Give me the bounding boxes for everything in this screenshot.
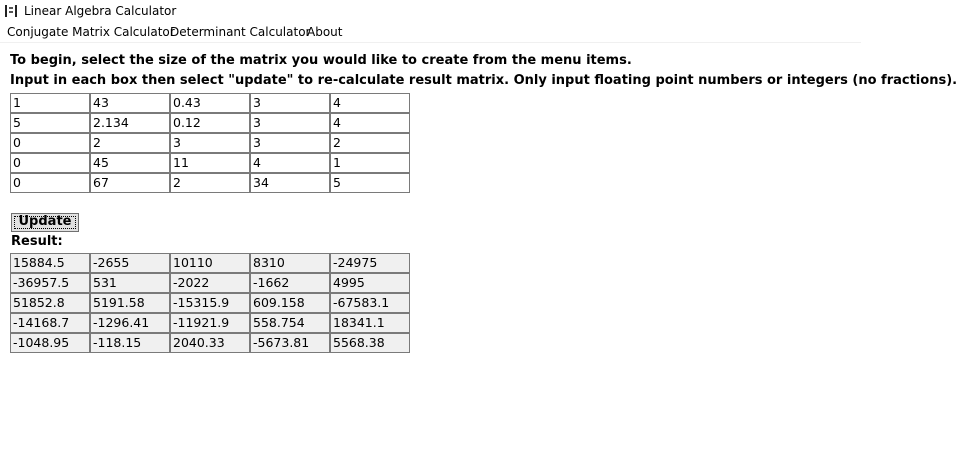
result-cell-r5-c3: 2040.33 [170,333,250,353]
app-icon [4,4,18,18]
menu-bar [0,23,861,43]
input-cell-r2-c4[interactable]: 3 [250,113,330,133]
window-title: Linear Algebra Calculator [24,4,177,18]
input-cell-r1-c4[interactable]: 3 [250,93,330,113]
result-cell-r3-c5: -67583.1 [330,293,410,313]
instruction-line-1: To begin, select the size of the matrix you would like to create from the menu items. [10,53,632,68]
input-cell-r4-c4[interactable]: 4 [250,153,330,173]
result-cell-r5-c4: -5673.81 [250,333,330,353]
result-cell-r2-c1: -36957.5 [10,273,90,293]
input-cell-r4-c2[interactable]: 45 [90,153,170,173]
input-cell-r5-c5[interactable]: 5 [330,173,410,193]
update-button[interactable]: Update [11,213,79,232]
result-cell-r1-c2: -2655 [90,253,170,273]
input-cell-r2-c3[interactable]: 0.12 [170,113,250,133]
input-cell-r3-c2[interactable]: 2 [90,133,170,153]
input-cell-r1-c3[interactable]: 0.43 [170,93,250,113]
result-cell-r3-c3: -15315.9 [170,293,250,313]
result-cell-r1-c5: -24975 [330,253,410,273]
input-cell-r1-c1[interactable]: 1 [10,93,90,113]
input-cell-r2-c2[interactable]: 2.134 [90,113,170,133]
input-cell-r5-c4[interactable]: 34 [250,173,330,193]
result-cell-r5-c1: -1048.95 [10,333,90,353]
input-cell-r2-c5[interactable]: 4 [330,113,410,133]
instruction-line-2: Input in each box then select "update" to re-calculate result matrix. Only input floating point numbers or integers (no fractions). [10,73,957,88]
result-cell-r2-c4: -1662 [250,273,330,293]
result-cell-r5-c5: 5568.38 [330,333,410,353]
input-cell-r5-c1[interactable]: 0 [10,173,90,193]
result-cell-r4-c5: 18341.1 [330,313,410,333]
result-cell-r3-c2: 5191.58 [90,293,170,313]
input-cell-r2-c1[interactable]: 5 [10,113,90,133]
input-cell-r3-c3[interactable]: 3 [170,133,250,153]
input-cell-r5-c3[interactable]: 2 [170,173,250,193]
result-cell-r2-c3: -2022 [170,273,250,293]
input-cell-r3-c5[interactable]: 2 [330,133,410,153]
result-cell-r2-c2: 531 [90,273,170,293]
menu-determinant-calculator[interactable]: Determinant Calculator [170,25,311,39]
result-cell-r2-c5: 4995 [330,273,410,293]
input-cell-r3-c4[interactable]: 3 [250,133,330,153]
input-cell-r5-c2[interactable]: 67 [90,173,170,193]
result-cell-r4-c4: 558.754 [250,313,330,333]
menu-about[interactable]: About [307,25,343,39]
result-cell-r4-c1: -14168.7 [10,313,90,333]
result-cell-r3-c1: 51852.8 [10,293,90,313]
input-cell-r4-c3[interactable]: 11 [170,153,250,173]
result-label: Result: [11,234,63,249]
menu-conjugate-matrix-calculator[interactable]: Conjugate Matrix Calculator [7,25,175,39]
result-cell-r5-c2: -118.15 [90,333,170,353]
title-bar [0,0,861,23]
result-cell-r1-c3: 10110 [170,253,250,273]
result-cell-r4-c3: -11921.9 [170,313,250,333]
input-cell-r1-c2[interactable]: 43 [90,93,170,113]
input-cell-r3-c1[interactable]: 0 [10,133,90,153]
result-cell-r4-c2: -1296.41 [90,313,170,333]
result-cell-r1-c1: 15884.5 [10,253,90,273]
input-cell-r1-c5[interactable]: 4 [330,93,410,113]
result-cell-r3-c4: 609.158 [250,293,330,313]
result-cell-r1-c4: 8310 [250,253,330,273]
input-cell-r4-c5[interactable]: 1 [330,153,410,173]
input-cell-r4-c1[interactable]: 0 [10,153,90,173]
